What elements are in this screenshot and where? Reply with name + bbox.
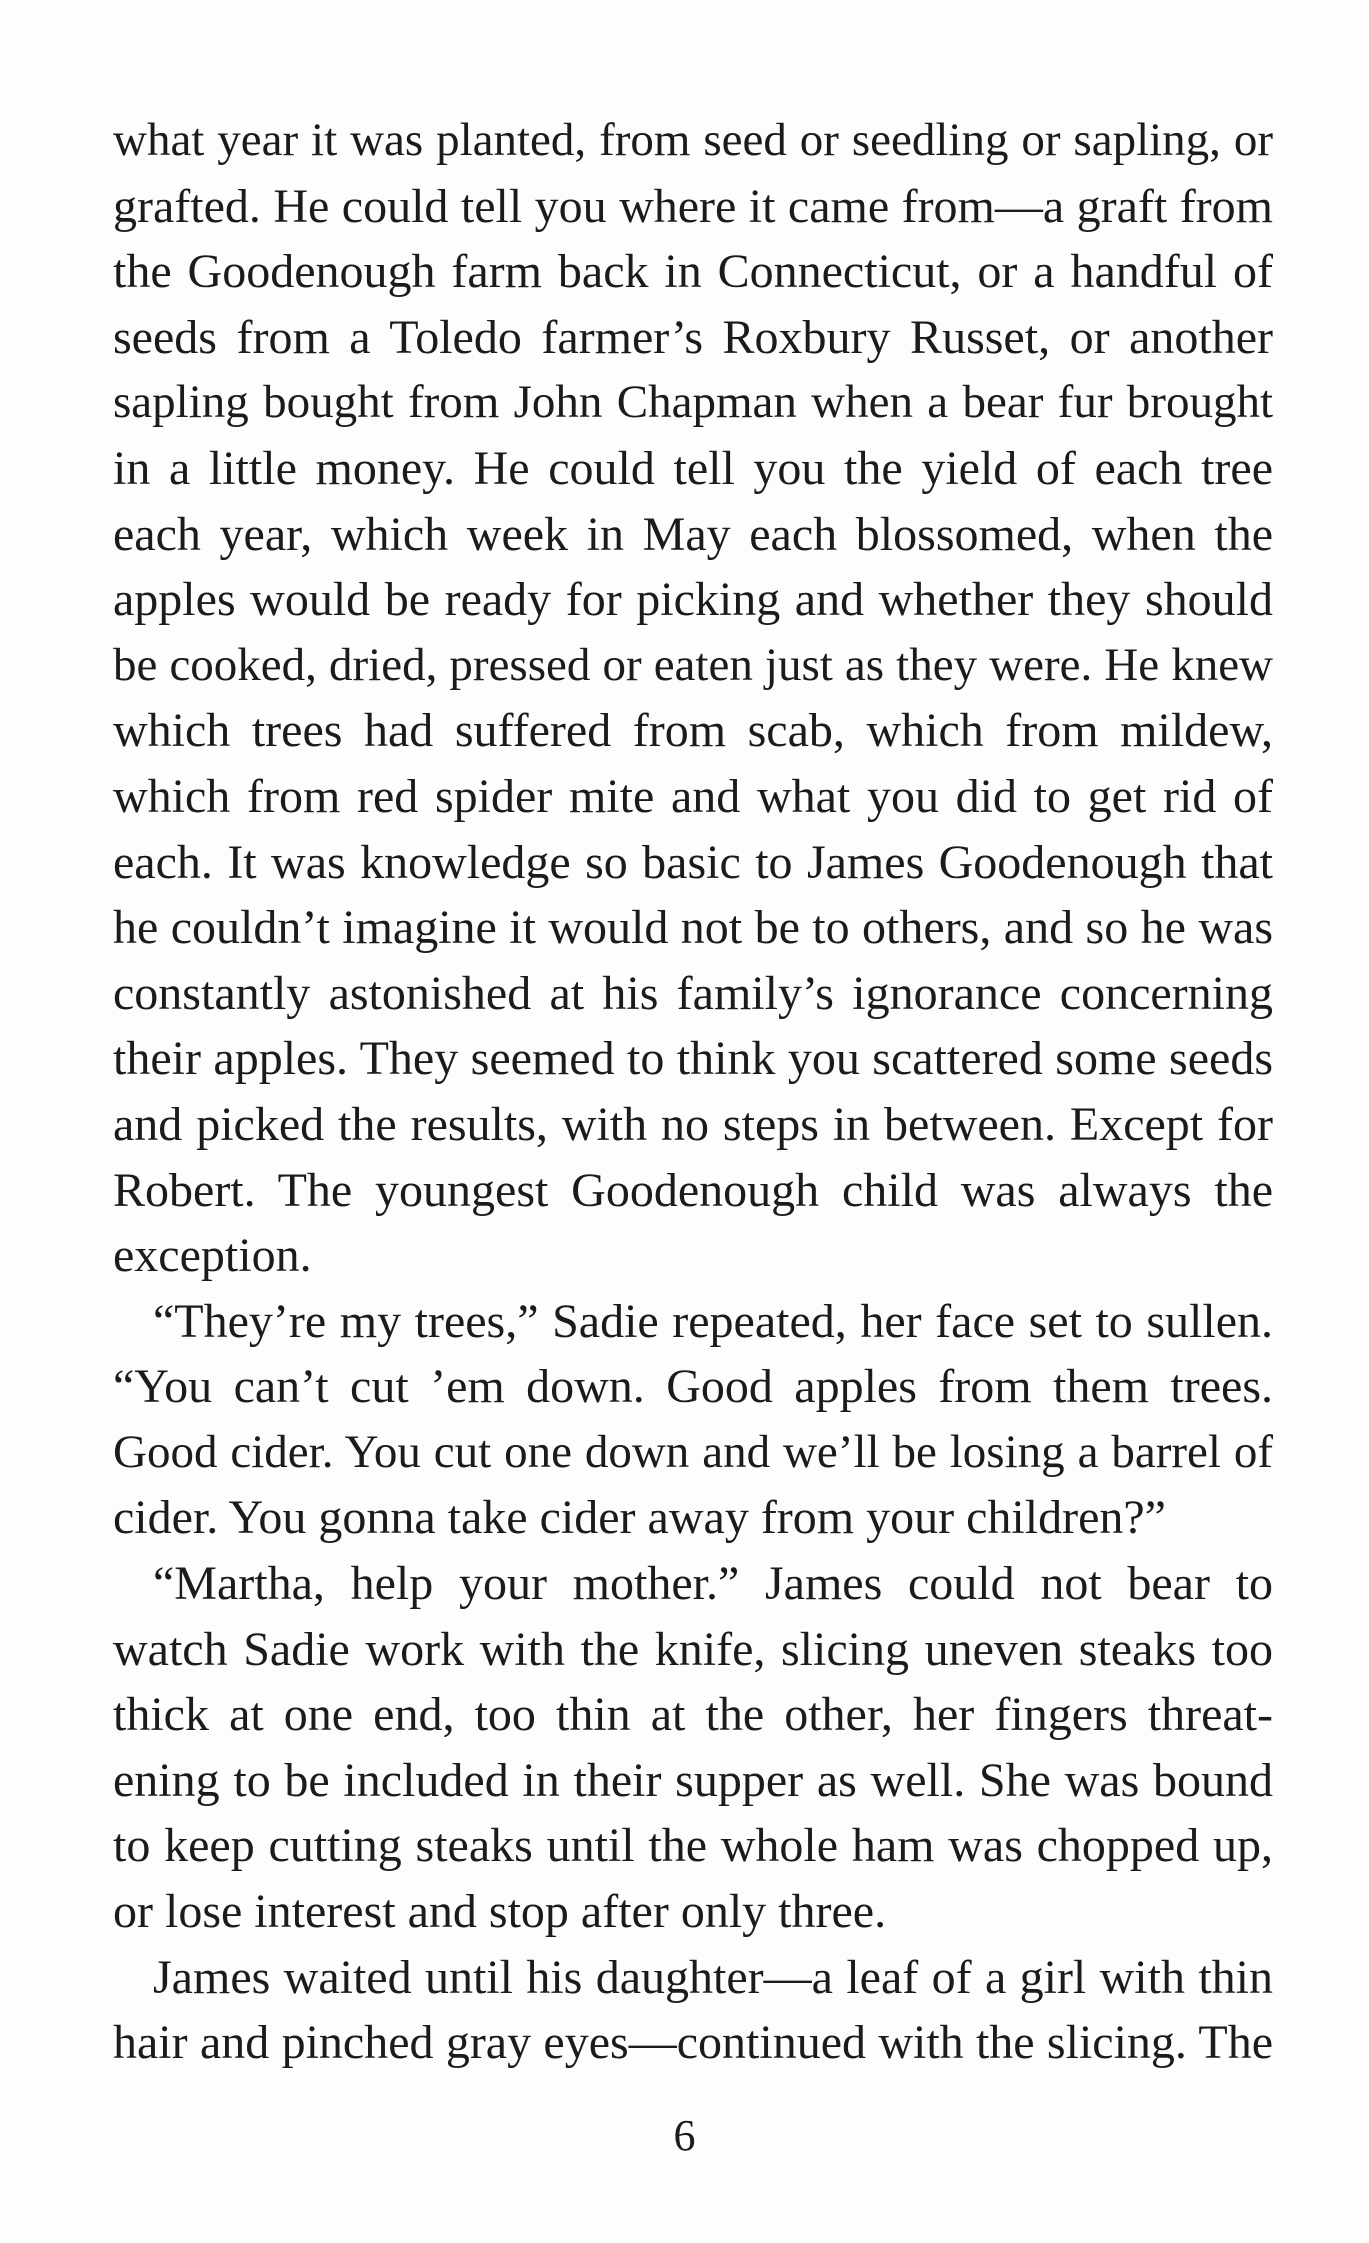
text-line: Good cider. You cut one down and we’ll be losing a barrel of [113, 1425, 1273, 1478]
text-line: sapling bought from John Chapman when a bear fur brought [113, 376, 1273, 429]
text-line: Robert. The youngest Goodenough child was always the [113, 1163, 1273, 1217]
text-line: what year it was planted, from seed or seedling or sapling, or [113, 114, 1273, 166]
text-line: each year, which week in May each blossomed, when the [113, 507, 1273, 561]
text-line: be cooked, dried, pressed or eaten just as they were. He knew [113, 638, 1273, 691]
text-line: the Goodenough farm back in Connecticut, or a handful of [113, 245, 1273, 299]
text-line: to keep cutting steaks until the whole ham was chopped up, [113, 1819, 1273, 1873]
text-line: grafted. He could tell you where it came from—a graft from [113, 179, 1273, 233]
text-line: James waited until his daughter—a leaf of a girl with thin [153, 1950, 1273, 2004]
text-line: seeds from a Toledo farmer’s Roxbury Russet, or another [113, 310, 1273, 364]
text-line: their apples. They seemed to think you scattered some seeds [113, 1032, 1273, 1086]
text-line: cider. You gonna take cider away from your children?” [113, 1491, 1166, 1545]
body-text [113, 108, 1273, 2076]
text-line: each. It was knowledge so basic to James Goodenough that [113, 835, 1273, 889]
text-line: “Martha, help your mother.” James could not bear to [153, 1557, 1273, 1611]
text-line: thick at one end, too thin at the other, her fingers threat- [113, 1688, 1273, 1742]
text-line: hair and pinched gray eyes—continued with the slicing. The [113, 2016, 1273, 2070]
page-number: 6 [673, 2111, 696, 2160]
text-line: apples would be ready for picking and whether they should [113, 573, 1273, 627]
text-line: and picked the results, with no steps in between. Except for [113, 1097, 1273, 1151]
text-line: in a little money. He could tell you the yield of each tree [113, 441, 1273, 495]
text-line: “They’re my trees,” Sadie repeated, her face set to sullen. [153, 1294, 1273, 1348]
text-line: exception. [113, 1229, 312, 1283]
text-line: constantly astonished at his family’s ignorance concerning [113, 966, 1273, 1020]
text-line: or lose interest and stop after only three. [113, 1885, 887, 1939]
text-line: which from red spider mite and what you did to get rid of [113, 769, 1273, 823]
text-line: he couldn’t imagine it would not be to others, and so he was [113, 901, 1273, 955]
text-line: “You can’t cut ’em down. Good apples from them trees. [113, 1360, 1273, 1414]
text-line: which trees had suffered from scab, which from mildew, [113, 704, 1273, 758]
text-line: ening to be included in their supper as well. She was bound [113, 1753, 1273, 1807]
text-line: watch Sadie work with the knife, slicing uneven steaks too [113, 1622, 1273, 1676]
